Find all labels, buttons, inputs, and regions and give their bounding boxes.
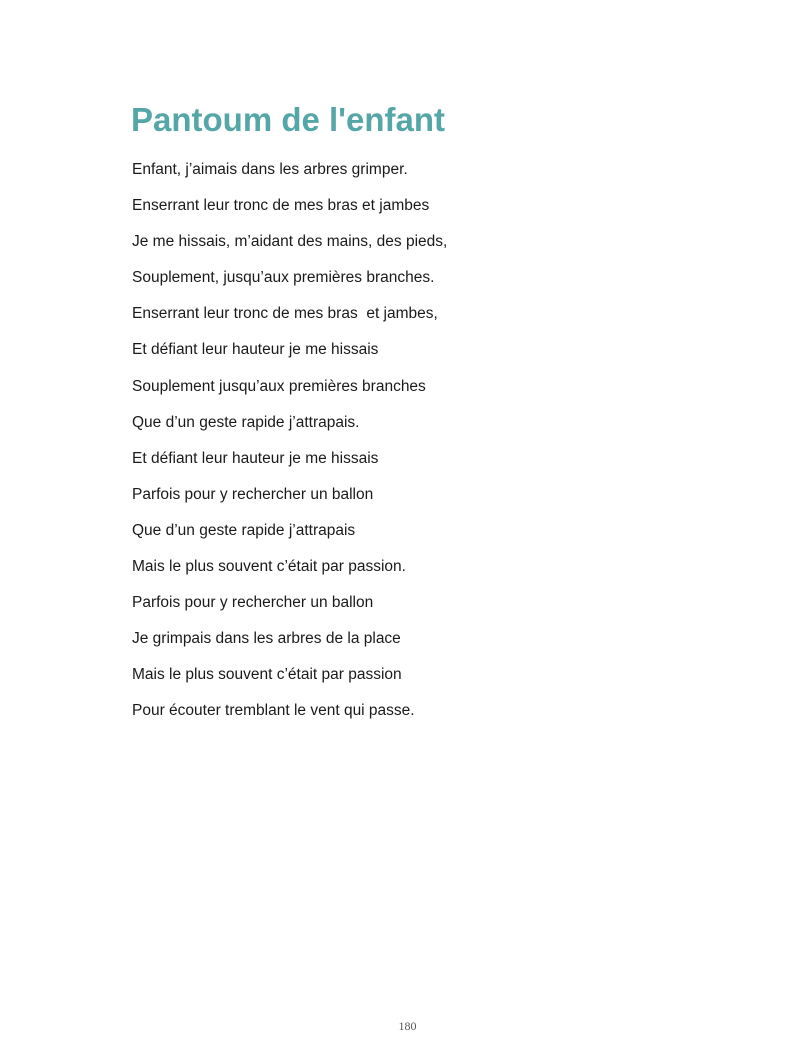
poem-line: Souplement, jusqu’aux premières branches. <box>132 269 435 287</box>
poem-line: Parfois pour y rechercher un ballon <box>132 485 374 503</box>
page-number: 180 <box>398 1019 417 1033</box>
poem-line: Souplement jusqu’aux premières branches <box>132 377 426 395</box>
poem-line: Mais le plus souvent c’était par passion. <box>132 558 406 576</box>
poem-line: Parfois pour y rechercher un ballon <box>132 594 374 612</box>
poem-line: Que d’un geste rapide j’attrapais <box>132 521 356 539</box>
poem-line: Et défiant leur hauteur je me hissais <box>132 341 379 359</box>
poem-line: Pour écouter tremblant le vent qui passe. <box>132 702 415 720</box>
poem-title: Pantoum de l'enfant <box>131 101 446 138</box>
poem-line: Enserrant leur tronc de mes bras et jambes, <box>132 305 438 323</box>
poem-line: Que d’un geste rapide j’attrapais. <box>132 413 360 431</box>
poem-line: Je me hissais, m’aidant des mains, des pieds, <box>132 233 448 251</box>
poem-line: Je grimpais dans les arbres de la place <box>132 630 401 648</box>
poem-line: Mais le plus souvent c’était par passion <box>132 666 402 684</box>
poem-line: Enserrant leur tronc de mes bras et jambes <box>132 197 430 215</box>
poem-body <box>132 159 447 737</box>
poem-line: Et défiant leur hauteur je me hissais <box>132 449 379 467</box>
poem-line: Enfant, j’aimais dans les arbres grimper. <box>132 161 408 178</box>
